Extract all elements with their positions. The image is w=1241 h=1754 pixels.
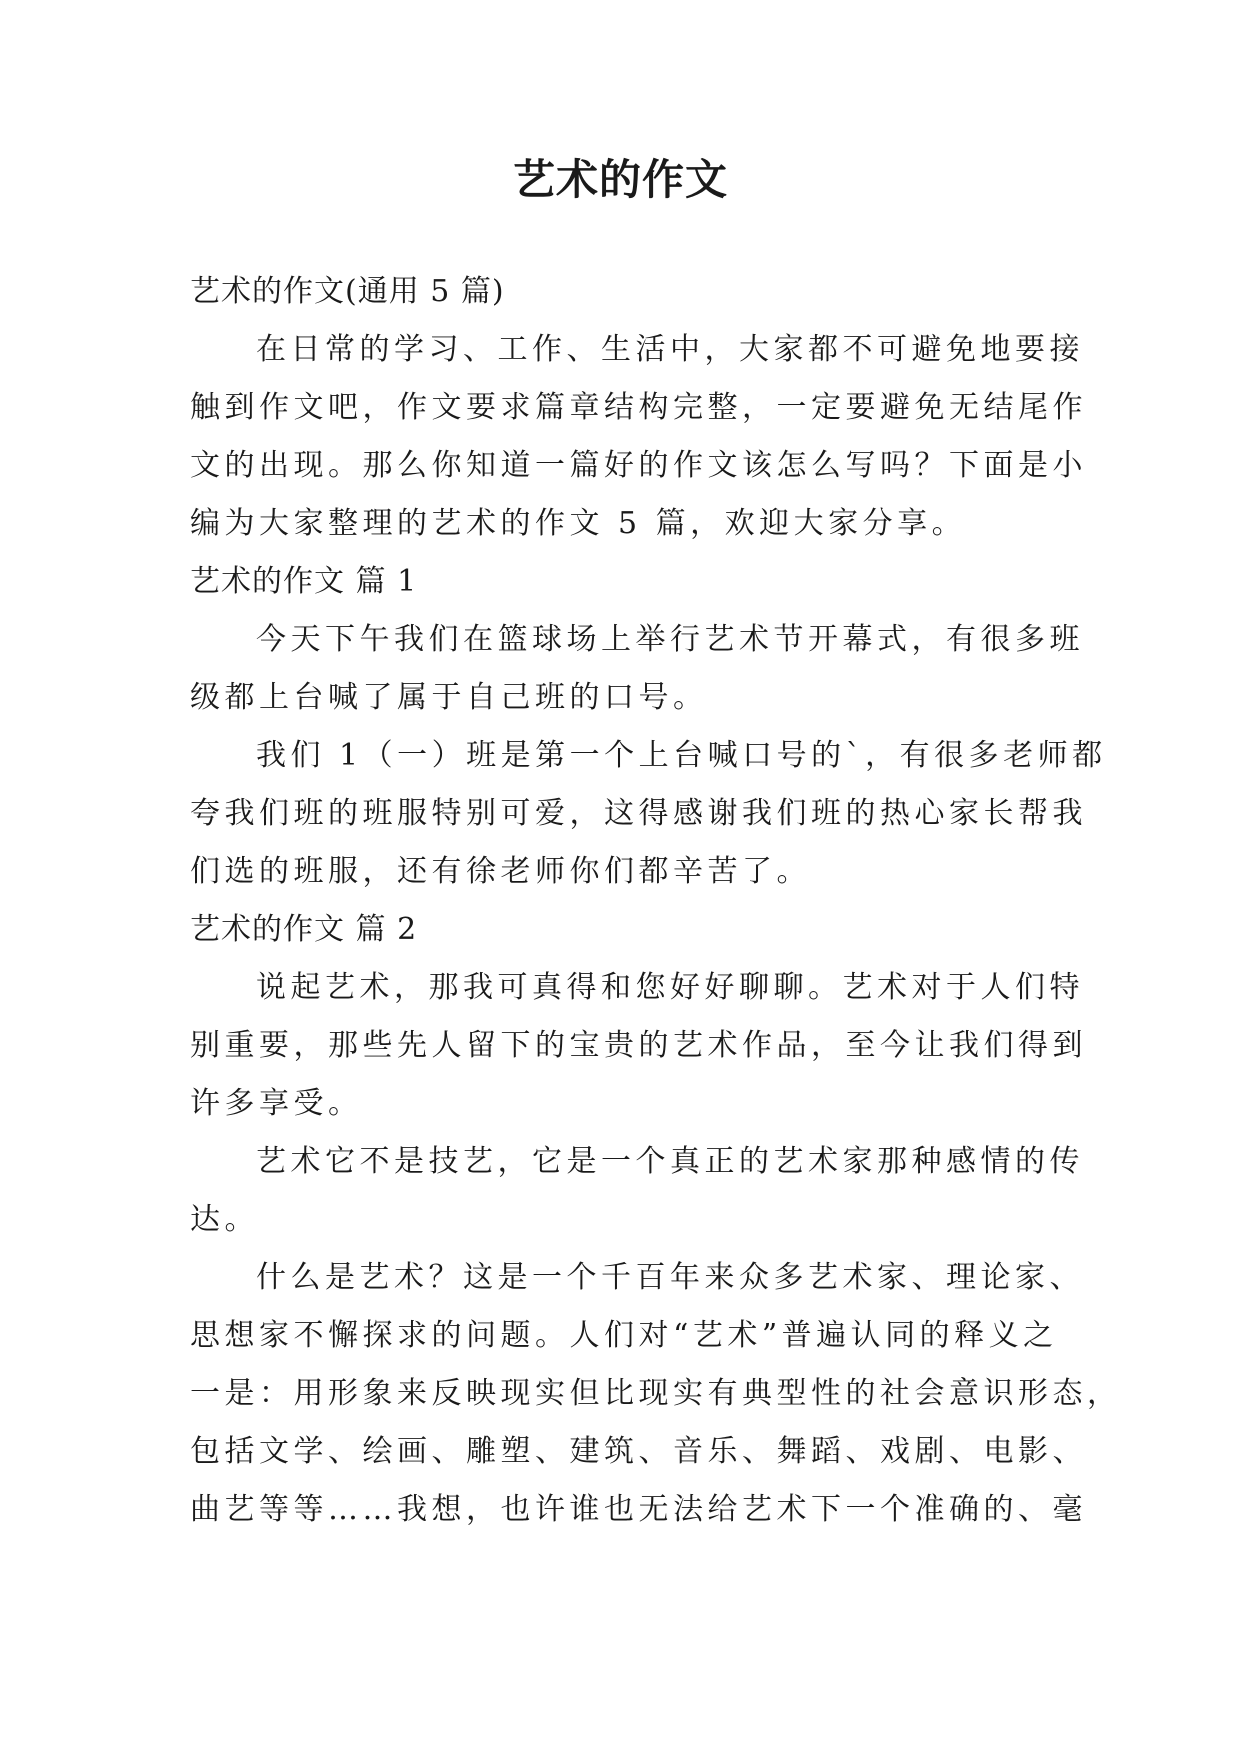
paragraph-line: 包括文学、绘画、雕塑、建筑、音乐、舞蹈、戏剧、电影、 <box>190 1434 1087 1469</box>
paragraph-line: 文的出现。那么你知道一篇好的作文该怎么写吗？下面是小 <box>190 448 1087 483</box>
paragraph-line: 说起艺术，那我可真得和您好好聊聊。艺术对于人们特 <box>256 970 1084 1005</box>
article-heading: 艺术的作文(通用 5 篇) <box>190 274 505 309</box>
paragraph-line: 夸我们班的班服特别可爱，这得感谢我们班的热心家长帮我 <box>190 796 1087 831</box>
paragraph-line: 思想家不懈探求的问题。人们对“艺术”普遍认同的释义之 <box>190 1318 1058 1353</box>
paragraph-line: 曲艺等等……我想，也许谁也无法给艺术下一个准确的、毫 <box>190 1492 1087 1527</box>
paragraph-line: 达。 <box>190 1202 259 1237</box>
paragraph-line: 编为大家整理的艺术的作文 5 篇，欢迎大家分享。 <box>190 506 967 541</box>
paragraph-line: 许多享受。 <box>190 1086 363 1121</box>
paragraph-line: 在日常的学习、工作、生活中，大家都不可避免地要接 <box>256 332 1084 367</box>
paragraph-line: 什么是艺术？这是一个千百年来众多艺术家、理论家、 <box>256 1260 1084 1295</box>
paragraph-line: 今天下午我们在篮球场上举行艺术节开幕式，有很多班 <box>256 622 1084 657</box>
section-heading: 艺术的作文 篇 1 <box>190 564 418 599</box>
document-body <box>190 263 1122 1539</box>
paragraph-line: 们选的班服，还有徐老师你们都辛苦了。 <box>190 854 811 889</box>
document-title: 艺术的作文 <box>512 155 728 204</box>
section-heading: 艺术的作文 篇 2 <box>190 912 418 947</box>
paragraph-line: 级都上台喊了属于自己班的口号。 <box>190 680 708 715</box>
paragraph-line: 我们 1（一）班是第一个上台喊口号的`，有很多老师都 <box>256 738 1107 773</box>
paragraph-line: 别重要，那些先人留下的宝贵的艺术作品，至今让我们得到 <box>190 1028 1087 1063</box>
paragraph-line: 一是：用形象来反映现实但比现实有典型性的社会意识形态， <box>190 1376 1122 1411</box>
paragraph-line: 触到作文吧，作文要求篇章结构完整，一定要避免无结尾作 <box>190 390 1087 425</box>
paragraph-line: 艺术它不是技艺，它是一个真正的艺术家那种感情的传 <box>256 1144 1084 1179</box>
